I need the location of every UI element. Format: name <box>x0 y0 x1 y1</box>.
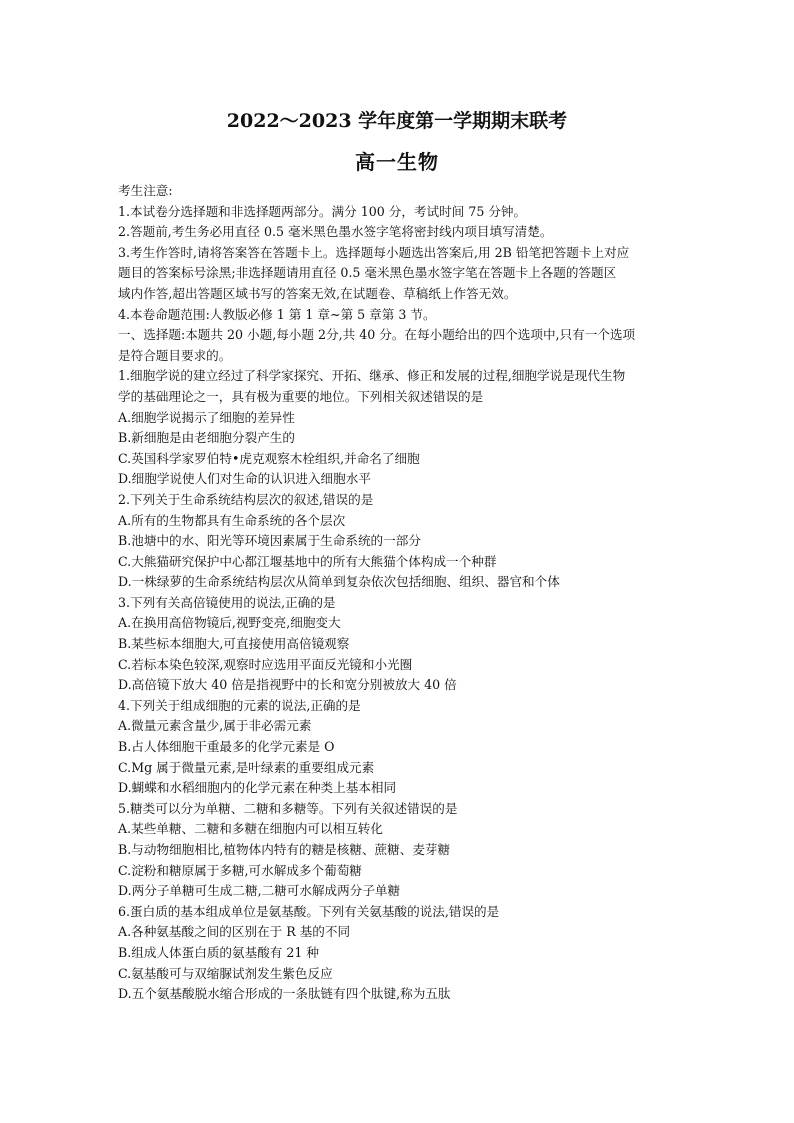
question-1-option-c: C.英国科学家罗伯特•虎克观察木栓组织,并命名了细胞 <box>118 450 420 466</box>
section-heading: 一、选择题:本题共 20 小题,每小题 2分,共 40 分。在每小题给出的四个选项中,只有一个选项 <box>118 327 636 343</box>
exam-body <box>118 181 698 1005</box>
question-6-option-a: A.各种氨基酸之间的区别在于 R 基的不同 <box>118 924 351 940</box>
notice-line: 2.答题前,考生务必用直径 0.5 毫米黑色墨水签字笔将密封线内项目填写清楚。 <box>118 224 553 240</box>
question-6-stem: 6.蛋白质的基本组成单位是氨基酸。下列有关氨基酸的说法,错误的是 <box>118 903 500 919</box>
notice-line: 4.本卷命题范围:人教版必修 1 第 1 章~第 5 章第 3 节。 <box>118 306 436 322</box>
exam-subject: 高一生物 <box>355 150 439 174</box>
question-2-option-d: D.一株绿萝的生命系统结构层次从简单到复杂依次包括细胞、组织、器官和个体 <box>118 574 560 590</box>
question-6-option-d: D.五个氨基酸脱水缩合形成的一条肽链有四个肽键,称为五肽 <box>118 986 451 1002</box>
question-4-option-d: D.蝴蝶和水稻细胞内的化学元素在种类上基本相同 <box>118 780 397 796</box>
question-3-option-c: C.若标本染色较深,观察时应选用平面反光镜和小光圈 <box>118 656 413 672</box>
question-5-option-c: C.淀粉和糖原属于多糖,可水解成多个葡萄糖 <box>118 862 362 878</box>
question-1-option-a: A.细胞学说揭示了细胞的差异性 <box>118 409 295 425</box>
question-3-stem: 3.下列有关高倍镜使用的说法,正确的是 <box>118 594 336 610</box>
question-6-option-c: C.氨基酸可与双缩脲试剂发生紫色反应 <box>118 965 333 981</box>
question-5-option-b: B.与动物细胞相比,植物体内特有的糖是核糖、蔗糖、麦芽糖 <box>118 842 451 857</box>
question-5-stem: 5.糖类可以分为单糖、二糖和多糖等。下列有关叙述错误的是 <box>118 800 458 816</box>
question-2-option-c: C.大熊猫研究保护中心都江堰基地中的所有大熊猫个体构成一个种群 <box>118 553 497 569</box>
section-heading: 是符合题目要求的。 <box>118 347 232 363</box>
question-4-option-a: A.微量元素含量少,属于非必需元素 <box>118 718 312 734</box>
question-3-option-d: D.高倍镜下放大 40 倍是指视野中的长和宽分别被放大 40 倍 <box>118 677 457 693</box>
exam-title: 2022～2023 学年度第一学期期末联考 <box>226 110 568 132</box>
question-5-option-a: A.某些单糖、二糖和多糖在细胞内可以相互转化 <box>118 821 383 837</box>
notice-line: 1.本试卷分选择题和非选择题两部分。满分 100 分，考试时间 75 分钟。 <box>118 203 527 219</box>
question-4-option-b: B.占人体细胞干重最多的化学元素是 O <box>118 739 335 755</box>
question-2-option-a: A.所有的生物都具有生命系统的各个层次 <box>118 512 346 528</box>
question-3-option-a: A.在换用高倍物镜后,视野变亮,细胞变大 <box>118 615 341 631</box>
notice-line: 域内作答,超出答题区域书写的答案无效,在试题卷、草稿纸上作答无效。 <box>118 285 517 301</box>
question-1-stem: 学的基础理论之一，具有极为重要的地位。下列相关叙述错误的是 <box>118 388 484 404</box>
question-1-stem: 1.细胞学说的建立经过了科学家探究、开拓、继承、修正和发展的过程,细胞学说是现代生物 <box>118 368 626 384</box>
question-5-option-d: D.两分子单糖可生成二糖,二糖可水解成两分子单糖 <box>118 883 401 899</box>
question-6-option-b: B.组成人体蛋白质的氨基酸有 21 种 <box>118 944 320 960</box>
question-1-option-b: B.新细胞是由老细胞分裂产生的 <box>118 430 295 446</box>
question-3-option-b: B.某些标本细胞大,可直接使用高倍镜观察 <box>118 636 350 652</box>
notice-line: 3.考生作答时,请将答案答在答题卡上。选择题每小题选出答案后,用 2B 铅笔把答题卡上对应 <box>118 244 630 260</box>
question-2-stem: 2.下列关于生命系统结构层次的叙述,错误的是 <box>118 491 374 507</box>
notice-heading: 考生注意: <box>118 183 173 198</box>
question-4-stem: 4.下列关于组成细胞的元素的说法,正确的是 <box>118 697 361 713</box>
question-4-option-c: C.Mg 属于微量元素,是叶绿素的重要组成元素 <box>118 759 375 775</box>
notice-line: 题目的答案标号涂黑;非选择题请用直径 0.5 毫米黑色墨水签字笔在答题卡上各题的答题区 <box>118 265 617 281</box>
question-2-option-b: B.池塘中的水、阳光等环境因素属于生命系统的一部分 <box>118 533 421 549</box>
question-1-option-d: D.细胞学说使人们对生命的认识进入细胞水平 <box>118 471 371 487</box>
